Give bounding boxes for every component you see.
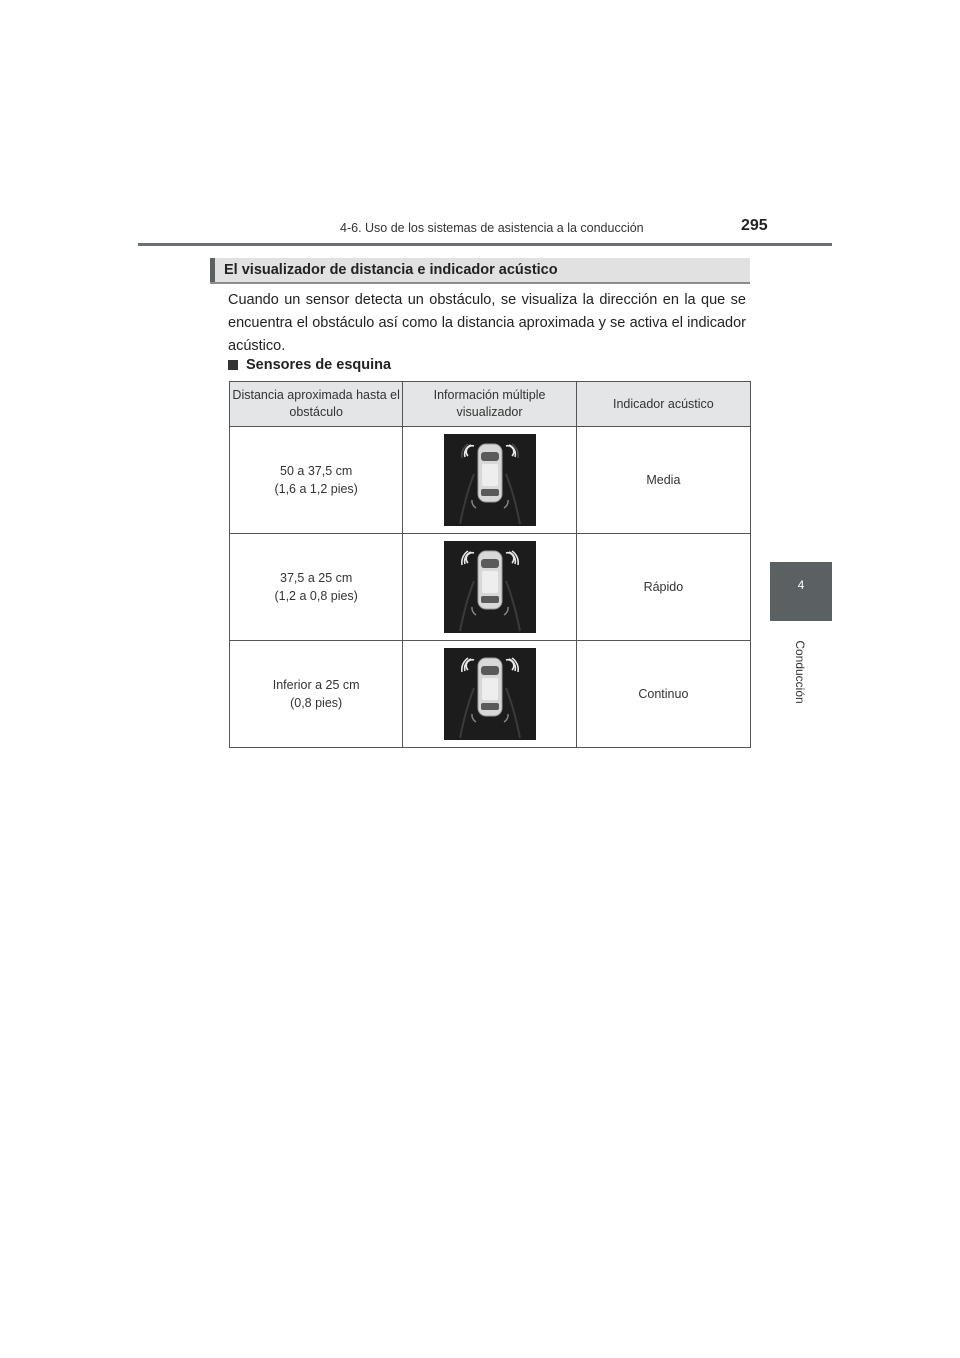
distance-value: 37,5 a 25 cm [280, 571, 353, 585]
car-roof [482, 464, 498, 486]
car-rear-window [481, 489, 499, 496]
buzzer-cell: Continuo [576, 641, 750, 748]
section-banner [210, 258, 750, 284]
parking-sensor-display-icon [444, 648, 536, 740]
distance-cell [230, 427, 403, 534]
parking-sensor-display-icon [444, 541, 536, 633]
car-windshield [481, 666, 499, 675]
subsection-heading [228, 357, 391, 373]
header-distance: Distancia aproximada hasta el obstáculo [230, 382, 403, 427]
table-row [230, 534, 751, 641]
car-rear-window [481, 596, 499, 603]
chapter-tab[interactable]: 4 [770, 562, 832, 621]
display-cell [403, 641, 576, 748]
car-rear-window [481, 703, 499, 710]
header-divider [138, 243, 832, 246]
car-roof [482, 571, 498, 593]
distance-value-imperial: (0,8 pies) [290, 696, 343, 710]
header-display: Información múltiple visualizador [403, 382, 576, 427]
table-header-row [230, 382, 751, 427]
distance-value-imperial: (1,2 a 0,8 pies) [274, 589, 358, 603]
buzzer-cell: Media [576, 427, 750, 534]
intro-paragraph: Cuando un sensor detecta un obstáculo, se visualiza la dirección en la que se encuentra el obstáculo así como la distancia aproximada y se activa el indicador acústico. [228, 292, 746, 354]
page-number: 295 [741, 217, 768, 234]
distance-cell [230, 641, 403, 748]
car-windshield [481, 452, 499, 461]
section-title: El visualizador de distancia e indicador acústico [224, 262, 558, 278]
header-buzzer: Indicador acústico [576, 382, 750, 427]
display-cell [403, 427, 576, 534]
chapter-tab-label: Conducción [793, 640, 807, 704]
banner-accent-bar [210, 258, 215, 282]
distance-value: 50 a 37,5 cm [280, 464, 353, 478]
running-header: 4-6. Uso de los sistemas de asistencia a la conducción [340, 221, 644, 235]
parking-sensor-display-icon [444, 434, 536, 526]
distance-value-imperial: (1,6 a 1,2 pies) [274, 482, 358, 496]
car-windshield [481, 559, 499, 568]
car-roof [482, 678, 498, 700]
distance-cell [230, 534, 403, 641]
table-row [230, 641, 751, 748]
distance-table [229, 381, 751, 748]
table-row [230, 427, 751, 534]
display-cell [403, 534, 576, 641]
square-bullet-icon [228, 360, 238, 370]
subsection-title: Sensores de esquina [246, 357, 392, 373]
buzzer-cell: Rápido [576, 534, 750, 641]
distance-value: Inferior a 25 cm [272, 678, 360, 692]
